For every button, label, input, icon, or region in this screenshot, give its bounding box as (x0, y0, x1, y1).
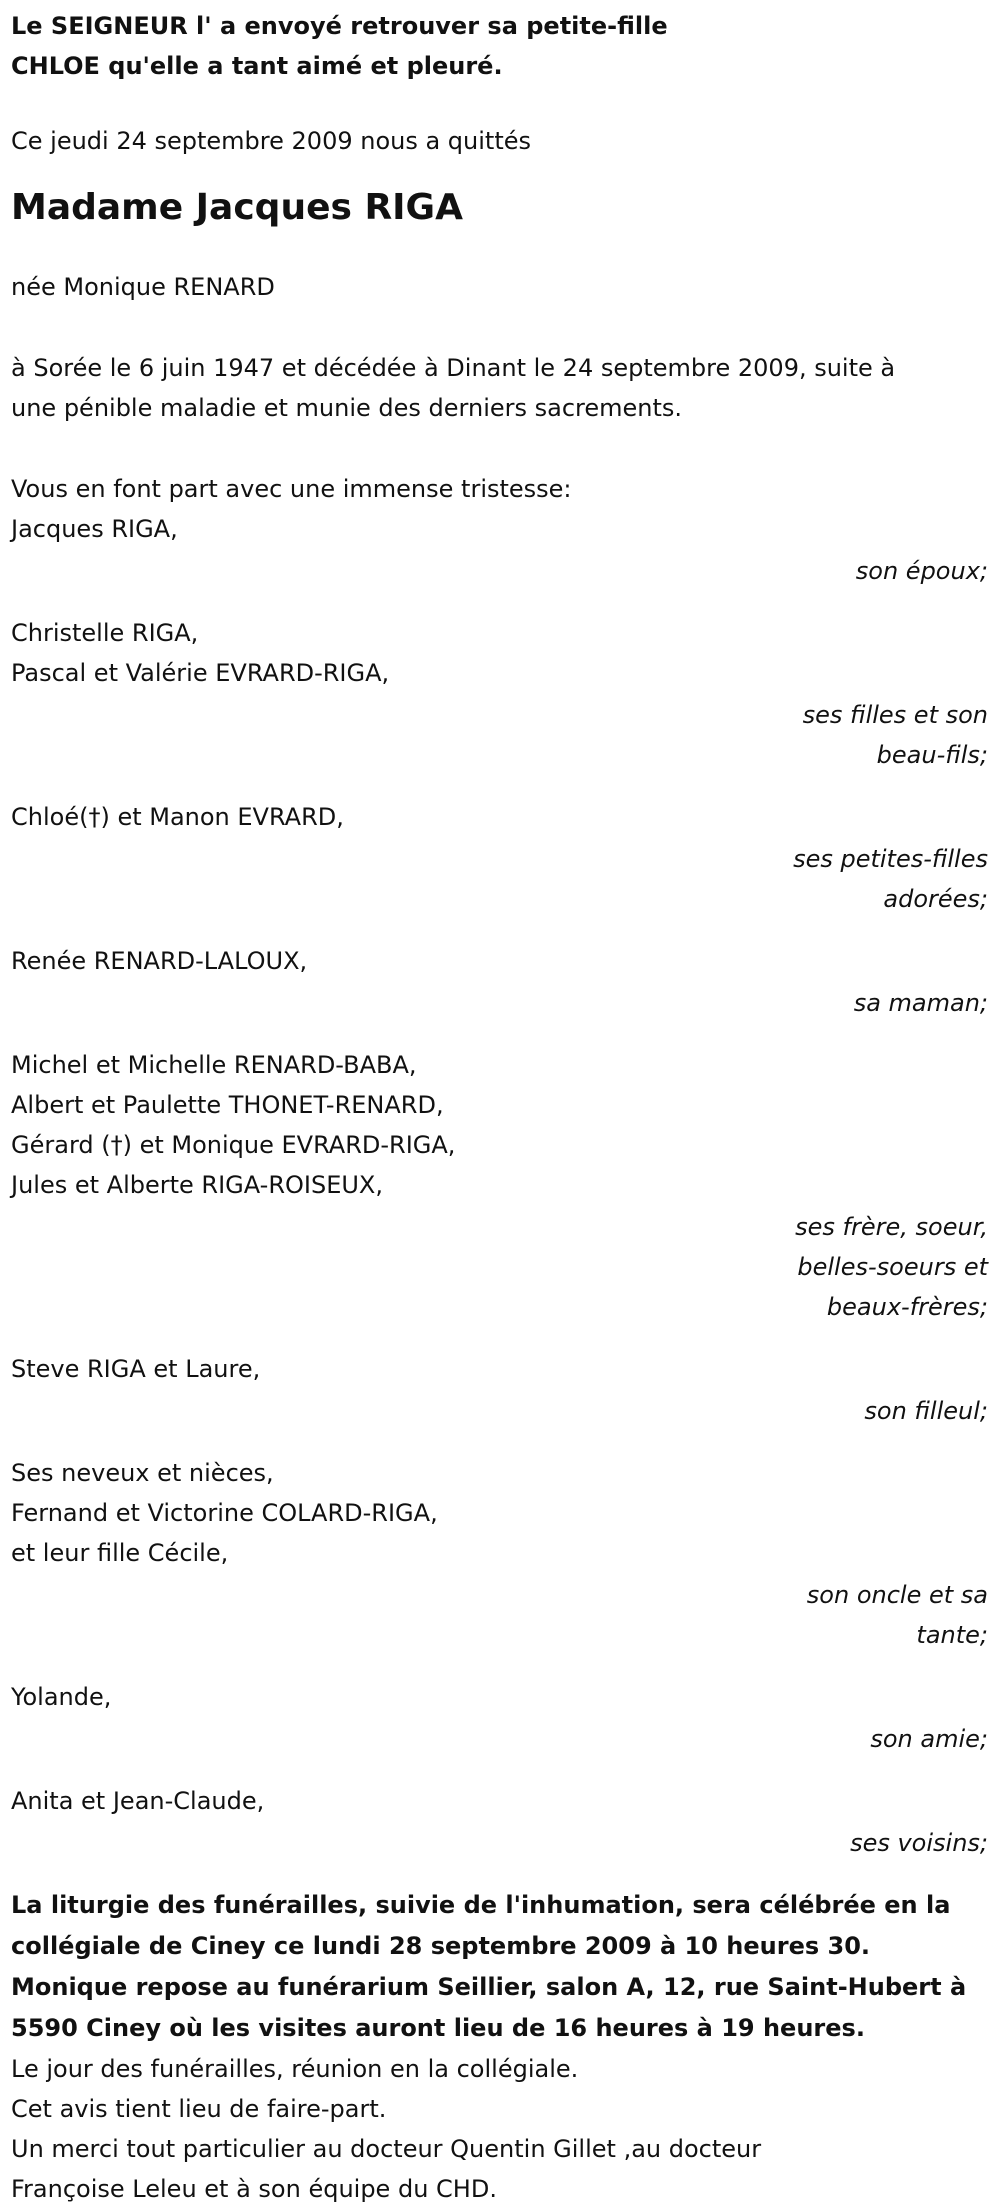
funeral-bold-line: La liturgie des funérailles, suivie de l'inhumation, sera célébrée en la (11, 1891, 951, 1919)
funeral-bold-line: Monique repose au funérarium Seillier, salon A, 12, rue Saint-Hubert à (11, 1973, 967, 2001)
family-name: Pascal et Valérie EVRARD-RIGA, (11, 659, 390, 687)
family-group (11, 1349, 988, 1431)
family-role (768, 1719, 988, 1759)
family-role (768, 983, 988, 1023)
family-name: Fernand et Victorine COLARD-RIGA, (11, 1499, 438, 1527)
funeral-line: Cet avis tient lieu de faire-part. (11, 2095, 387, 2123)
family-role (768, 1391, 988, 1431)
family-name: Jacques RIGA, (11, 515, 178, 543)
family-group (11, 1453, 988, 1655)
family-group (11, 1677, 988, 1759)
funeral-line: Un merci tout particulier au docteur Quentin Gillet ,au docteur (11, 2135, 762, 2163)
maiden-name: née Monique RENARD (11, 273, 275, 301)
family-name: Steve RIGA et Laure, (11, 1355, 261, 1383)
family-name: Renée RENARD-LALOUX, (11, 947, 308, 975)
role-line: belles-soeurs et (797, 1253, 988, 1281)
family-role (768, 839, 988, 919)
family-role (768, 695, 988, 775)
funeral-line: Le jour des funérailles, réunion en la collégiale. (11, 2055, 579, 2083)
family-role (768, 1207, 988, 1327)
funeral-line: Françoise Leleu et à son équipe du CHD. (11, 2175, 497, 2203)
family-group (11, 1045, 988, 1327)
header-line-1: Le SEIGNEUR l' a envoyé retrouver sa petite-fille (11, 12, 668, 40)
family-role (768, 1823, 988, 1863)
family-list (11, 509, 988, 1863)
role-line: ses voisins; (850, 1829, 988, 1857)
obituary-document (0, 6, 1000, 2203)
role-line: son époux; (855, 557, 988, 585)
family-name: Gérard (†) et Monique EVRARD-RIGA, (11, 1131, 456, 1159)
deceased-name: Madame Jacques RIGA (11, 187, 463, 228)
family-name: Yolande, (11, 1683, 112, 1711)
family-group (11, 941, 988, 1023)
family-name: et leur fille Cécile, (11, 1539, 229, 1567)
family-group (11, 797, 988, 919)
intro-text: Ce jeudi 24 septembre 2009 nous a quittés (11, 127, 532, 155)
family-name: Christelle RIGA, (11, 619, 199, 647)
family-name: Albert et Paulette THONET-RENARD, (11, 1091, 444, 1119)
role-line: ses frère, soeur, (795, 1213, 988, 1241)
funeral-bold-line: 5590 Ciney où les visites auront lieu de 16 heures à 19 heures. (11, 2014, 865, 2042)
family-name: Chloé(†) et Manon EVRARD, (11, 803, 344, 831)
role-line: sa maman; (853, 989, 988, 1017)
announce-text: Vous en font part avec une immense tristesse: (11, 475, 572, 503)
family-name: Michel et Michelle RENARD-BABA, (11, 1051, 417, 1079)
role-line: son filleul; (864, 1397, 988, 1425)
family-name: Jules et Alberte RIGA-ROISEUX, (11, 1171, 383, 1199)
family-name: Anita et Jean-Claude, (11, 1787, 265, 1815)
family-group (11, 613, 988, 775)
role-line: son amie; (870, 1725, 988, 1753)
bio-line-1: à Sorée le 6 juin 1947 et décédée à Dinant le 24 septembre 2009, suite à (11, 354, 896, 382)
funeral-bold-line: collégiale de Ciney ce lundi 28 septembre 2009 à 10 heures 30. (11, 1932, 871, 1960)
role-line: adorées; (883, 885, 988, 913)
header-line-2: CHLOE qu'elle a tant aimé et pleuré. (11, 52, 503, 80)
role-line: tante; (916, 1621, 988, 1649)
family-group (11, 509, 988, 591)
family-role (768, 551, 988, 591)
role-line: ses petites-filles (793, 845, 988, 873)
role-line: son oncle et sa (806, 1581, 988, 1609)
family-name: Ses neveux et nièces, (11, 1459, 274, 1487)
role-line: ses filles et son (802, 701, 988, 729)
role-line: beau-fils; (876, 741, 988, 769)
funeral-details (11, 1885, 988, 2049)
role-line: beaux-frères; (826, 1293, 988, 1321)
family-group (11, 1781, 988, 1863)
bio-line-2: une pénible maladie et munie des derniers sacrements. (11, 394, 683, 422)
family-role (768, 1575, 988, 1655)
